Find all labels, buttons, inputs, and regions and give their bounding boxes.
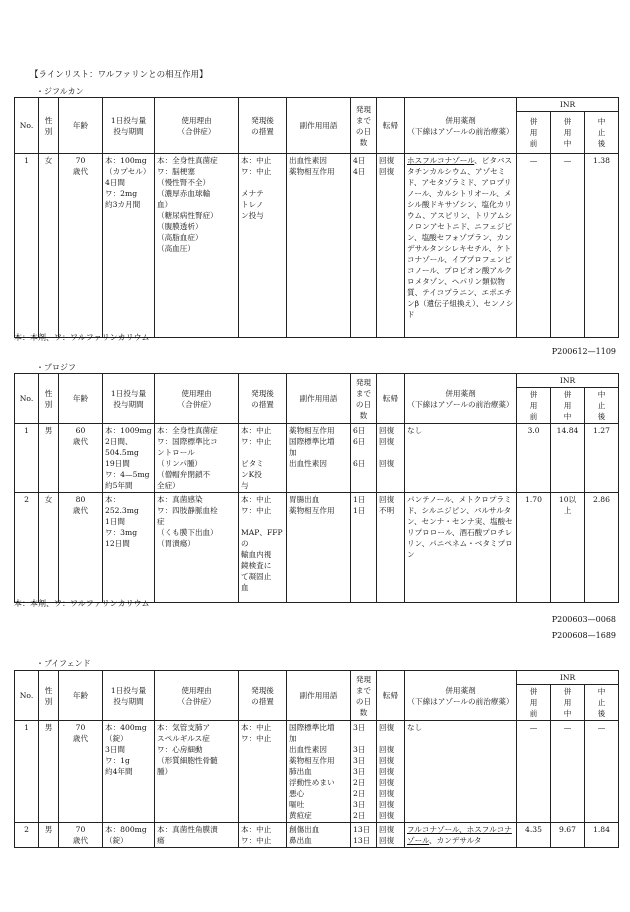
cell-measure: 本：中止 ワ：中止 [239, 721, 287, 823]
cell-inr-post: 2.86 [585, 493, 619, 603]
cell-inr-pre: 1.70 [517, 493, 551, 603]
cell-sex: 男 [39, 424, 59, 493]
cell-days: 3日 3日 3日 3日 2日 2日 3日 2日 [351, 721, 377, 823]
cell-inr-post: — [585, 721, 619, 823]
cell-no: 2 [15, 823, 39, 848]
cell-days: 4日 4日 [351, 154, 377, 338]
cell-inr-post: 1.84 [585, 823, 619, 848]
cell-measure: 本：中止 ワ：中止 メナテ トレノ ン投与 [239, 154, 287, 338]
col-dose: 1日投与量 投与期間 [103, 98, 155, 154]
cell-reason: 本：真菌性角膜潰 瘍 [155, 823, 239, 848]
cell-days: 6日 6日 6日 [351, 424, 377, 493]
cell-inr-post: 1.38 [585, 154, 619, 338]
col-measure: 発現後 の措置 [239, 98, 287, 154]
table-row [15, 823, 619, 848]
cell-inr-mid: 9.67 [551, 823, 585, 848]
concom-drugs: なし [407, 426, 423, 435]
cell-measure: 本：中止 ワ：中止 [239, 823, 287, 848]
cell-inr-pre: — [517, 154, 551, 338]
col-concom: 併用薬剤 （下線はアゾールの前治療薬） [405, 374, 517, 424]
cell-reason: 本：気管支肺ア スペルギルス症 ワ：心房細動 （形質細胞性骨髄 腫） [155, 721, 239, 823]
cell-dose: 本：1009mg 2日間、 504.5mg 19日間 ワ：4—5mg 約5年間 [103, 424, 155, 493]
cell-dose: 本：252.3mg 1日間 ワ：3mg 12日間 [103, 493, 155, 603]
col-outcome: 転帰 [377, 671, 405, 721]
cell-no: 2 [15, 493, 39, 603]
cell-reason: 本：真菌感染 ワ：四肢静脈血栓 症 （くも膜下出血） （胃潰瘍） [155, 493, 239, 603]
col-dose: 1日投与量 投与期間 [103, 671, 155, 721]
col-concom: 併用薬剤 （下線はアゾールの前治療薬） [405, 671, 517, 721]
cell-concom [405, 721, 517, 823]
document-title: 【ラインリスト：ワルファリンとの相互作用】 [30, 70, 208, 80]
col-inr-mid: 併 用 中 [551, 388, 585, 424]
col-inr-pre: 併 用 前 [517, 112, 551, 154]
cell-concom [405, 823, 517, 848]
azole-pretreatment-drug: ホスフルコナゾール [407, 156, 475, 165]
cell-outcome: 回復 回復 [377, 154, 405, 338]
table-row [15, 493, 619, 603]
table-row [15, 721, 619, 823]
col-inr: INR [517, 374, 619, 388]
cell-outcome: 回復 不明 [377, 493, 405, 603]
col-inr-mid: 併 用 中 [551, 112, 585, 154]
col-days: 発現 まで の日 数 [351, 374, 377, 424]
col-age: 年齢 [59, 98, 103, 154]
line-list-table-prodif [14, 373, 619, 603]
cell-inr-mid: 10以 上 [551, 493, 585, 603]
col-outcome: 転帰 [377, 98, 405, 154]
col-inr-mid: 併 用 中 [551, 685, 585, 721]
cell-dose: 本：400mg （錠） 3日間 ワ：1g 約4年間 [103, 721, 155, 823]
col-measure: 発現後 の措置 [239, 671, 287, 721]
col-reason: 使用理由 （合併症） [155, 671, 239, 721]
col-inr: INR [517, 98, 619, 112]
col-age: 年齢 [59, 671, 103, 721]
cell-no: 1 [15, 721, 39, 823]
cell-inr-pre: — [517, 721, 551, 823]
cell-inr-pre: 3.0 [517, 424, 551, 493]
cell-age: 70 歳代 [59, 721, 103, 823]
cell-age: 60 歳代 [59, 424, 103, 493]
azole-pretreatment-drug: フルコナゾール、ホスフルコナゾール [407, 825, 512, 845]
section-heading-vfend: ・ブイフェンド [36, 659, 91, 668]
col-sex: 性 別 [39, 98, 59, 154]
cell-age: 70 歳代 [59, 154, 103, 338]
report-code: P200608—1689 [551, 631, 616, 640]
section-heading-prodif: ・プロジフ [36, 363, 76, 372]
concom-drugs: パンテノール、メトクロプラミド、シルニジピン、バルサルタン、センナ・センナ実、塩酸セリプロロール、酒石酸プロチレリン、パニペネム・ベタミプロン [407, 495, 513, 559]
report-code: P200612—1109 [551, 347, 616, 356]
table-row [15, 154, 619, 338]
col-days: 発現 まで の日 数 [351, 671, 377, 721]
col-no: No. [15, 374, 39, 424]
cell-measure: 本：中止 ワ：中止 MAP、FFPの 輸血内視 鏡検査に て凝固止 血 [239, 493, 287, 603]
cell-outcome: 回復 回復 [377, 823, 405, 848]
cell-outcome: 回復 回復 回復 回復 回復 回復 回復 回復 [377, 721, 405, 823]
col-days: 発現 まで の日 数 [351, 98, 377, 154]
col-sex: 性 別 [39, 671, 59, 721]
col-sex: 性 別 [39, 374, 59, 424]
col-ae: 副作用用語 [287, 671, 351, 721]
col-inr-post: 中 止 後 [585, 388, 619, 424]
cell-days: 1日 1日 [351, 493, 377, 603]
cell-inr-mid: — [551, 154, 585, 338]
line-list-table-vfend [14, 670, 619, 848]
col-inr-post: 中 止 後 [585, 685, 619, 721]
line-list-table-diflucan [14, 97, 619, 338]
concom-drugs: 、カンデサルタ [429, 836, 482, 845]
footnote: 本：本剤、ワ：ワルファリンカリウム [14, 333, 150, 342]
cell-age: 70 歳代 [59, 823, 103, 848]
cell-age: 80 歳代 [59, 493, 103, 603]
table-row [15, 424, 619, 493]
col-measure: 発現後 の措置 [239, 374, 287, 424]
cell-ae: 出血性素因 薬物相互作用 [287, 154, 351, 338]
col-inr: INR [517, 671, 619, 685]
cell-reason: 本：全身性真菌症 ワ：国際標準比コ ントロール （リンパ腫） （僧帽弁閉鎖不 全症） [155, 424, 239, 493]
cell-inr-mid: 14.84 [551, 424, 585, 493]
col-dose: 1日投与量 投与期間 [103, 374, 155, 424]
cell-ae: 国際標準比増 加 出血性素因 薬物相互作用 肺出血 浮動性めまい 悪心 嘔吐 黄疸症 [287, 721, 351, 823]
cell-sex: 女 [39, 154, 59, 338]
report-code: P200603—0068 [551, 615, 616, 624]
cell-days: 13日 13日 [351, 823, 377, 848]
col-ae: 副作用用語 [287, 98, 351, 154]
cell-reason: 本：全身性真菌症 ワ：脳梗塞 （慢性腎不全） （濃厚赤血球輸 血） （糖尿病性腎症） （腹膜透析） （高脂血症） （高血圧） [155, 154, 239, 338]
cell-no: 1 [15, 424, 39, 493]
col-inr-pre: 併 用 前 [517, 685, 551, 721]
cell-ae: 胃腸出血 薬物相互作用 [287, 493, 351, 603]
col-reason: 使用理由 （合併症） [155, 374, 239, 424]
col-ae: 副作用用語 [287, 374, 351, 424]
cell-dose: 本：100mg （カプセル） 4日間 ワ：2mg 約3カ月間 [103, 154, 155, 338]
cell-ae: 薬物相互作用 国際標準比増 加 出血性素因 [287, 424, 351, 493]
cell-concom [405, 154, 517, 338]
col-no: No. [15, 671, 39, 721]
col-age: 年齢 [59, 374, 103, 424]
cell-inr-pre: 4.35 [517, 823, 551, 848]
col-inr-post: 中 止 後 [585, 112, 619, 154]
col-concom: 併用薬剤 （下線はアゾールの前治療薬） [405, 98, 517, 154]
col-inr-pre: 併 用 前 [517, 388, 551, 424]
section-heading-diflucan: ・ジフルカン [36, 87, 84, 96]
cell-sex: 女 [39, 493, 59, 603]
cell-sex: 男 [39, 721, 59, 823]
cell-dose: 本：800mg （錠） [103, 823, 155, 848]
cell-outcome: 回復 回復 回復 [377, 424, 405, 493]
cell-measure: 本：中止 ワ：中止 ビタミ ンK投 与 [239, 424, 287, 493]
concom-drugs: 、ビタバスタチンカルシウム、アゾセミド、アセタゾラミド、アロプリノール、カルシトリオール、メシル酸ドキサゾシン、塩化カリウム、アスピリン、トリアムシノロンアセトニド、ニフェジピン、塩酸セフォゾプラン、カンデサルタンシレキセチル、ケトコナゾール、イブプロフェンピコノール、プロピオン酸アルクロメタゾン、ヘパリン類似物質、テイコプラニン、エポエチンβ（遺伝子組換え）、センノシド [407, 156, 514, 319]
col-no: No. [15, 98, 39, 154]
cell-ae: 創傷出血 鼻出血 [287, 823, 351, 848]
cell-sex: 男 [39, 823, 59, 848]
concom-drugs: なし [407, 723, 423, 732]
col-reason: 使用理由 （合併症） [155, 98, 239, 154]
cell-no: 1 [15, 154, 39, 338]
cell-concom [405, 493, 517, 603]
cell-inr-post: 1.27 [585, 424, 619, 493]
cell-inr-mid: — [551, 721, 585, 823]
footnote: 本：本剤、ワ：ワルファリンカリウム [14, 599, 150, 608]
cell-concom [405, 424, 517, 493]
col-outcome: 転帰 [377, 374, 405, 424]
